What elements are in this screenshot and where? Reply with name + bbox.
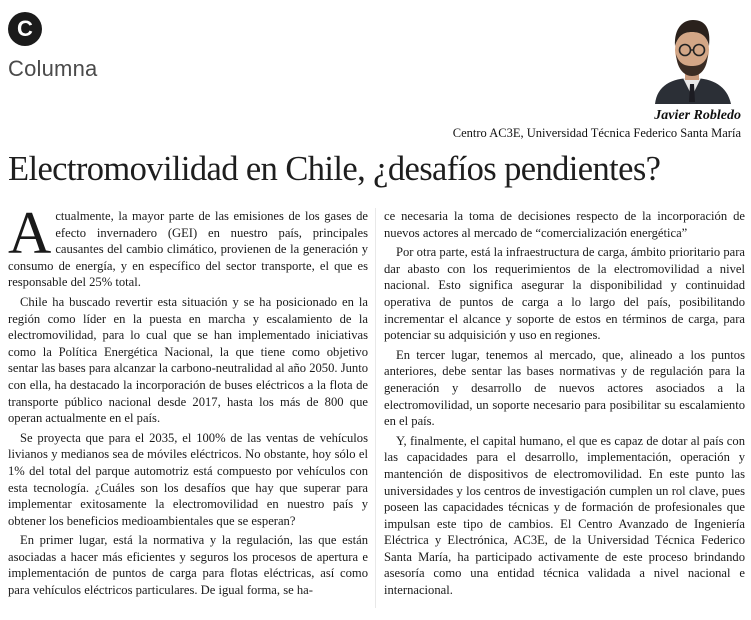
article-paragraph <box>8 200 368 291</box>
article-paragraph: Por otra parte, está la infraestructura de carga, ámbito prioritario para dar abasto con los requerimientos de la electromovilidad a nivel nacional. Esto significa asegurar la disponibilidad y continuidad operativa de puntos de carga a lo largo del país, posibilitando incrementar el alcance y soporte de estos en términos de carga, para potenciar su adquisición y uso en regiones. <box>384 245 745 343</box>
author-photo <box>647 6 737 104</box>
article-paragraph-text: ctualmente, la mayor parte de las emisiones de los gases de efecto invernadero (GEI) en nuestro país, principales causantes del cambio climático, provienen de la generación y consumo de energía, y en específico del sector transporte, el que es responsable del 25% total. <box>8 209 368 290</box>
author-name: Javier Robledo <box>654 108 741 123</box>
article-paragraph: Y, finalmente, el capital humano, el que es capaz de dotar al país con las capacidades para el desarrollo, implementación, operación y mantención de dispositivos de electromovilidad. En este punto las universidades y los centros de investigación cumplen un rol clave, pues poseen las capacidades técnicas y de formación de profesionales que impulsan este tipo de cambios. El Centro Avanzado de Ingeniería Eléctrica y Electrónica, AC3E, de la Universidad Técnica Federico Santa María, ha participado activamente de este proceso brindando asesoría como una entidad técnica validada a nivel nacional e internacional. <box>384 433 745 598</box>
article-column-left <box>8 200 368 602</box>
article-paragraph: En tercer lugar, tenemos al mercado, que, alineado a los puntos anteriores, debe sentar las bases normativas y de regulación para la generación y desarrollo de nuevos actores asociados a la electromovilidad, un soporte necesario para posibilitar su escalamiento en el país. <box>384 347 745 429</box>
article-paragraph: Se proyecta que para el 2035, el 100% de las ventas de vehículos livianos y medianos sea de móviles eléctricos. No obstante, hoy sólo el 1% del total del parque automotriz está compuesto por vehículos con esta tecnología. ¿Cuáles son los desafíos que hay que superar para implementar exitosamente la electromovilidad en nuestro país y obtener los beneficios medioambientales que se esperan? <box>8 430 368 528</box>
column-badge: C <box>8 12 42 46</box>
author-portrait-icon <box>647 6 737 104</box>
headline: Electromovilidad en Chile, ¿desafíos pendientes? <box>8 150 661 188</box>
column-divider <box>375 208 376 608</box>
article-column-right <box>384 208 745 602</box>
article-paragraph: Chile ha buscado revertir esta situación y se ha posicionado en la región como líder en la puesta en marcha y escalamiento de la electromovilidad, para lo cual que se han implementado iniciativas como la Política Energética Nacional, la que tiene como objetivo sentar las bases para alcanzar la carbono-neutralidad al año 2050. Junto con ella, ha destacado la incorporación de buses eléctricos a la flota de transporte público nacional desde 2017, hasta los más de 800 que operan actualmente en el país. <box>8 294 368 426</box>
drop-cap: A <box>8 200 52 266</box>
article-paragraph: En primer lugar, está la normativa y la regulación, las que están asociadas a hacer más eficientes y seguros los procesos de apertura e implementación de puntos de carga para flotas eléctricas, así como para vehículos eléctricos particulares. De igual forma, se ha- <box>8 533 368 598</box>
article-paragraph: ce necesaria la toma de decisiones respecto de la incorporación de nuevos actores al mercado de “comercialización energética” <box>384 209 745 240</box>
section-label: Columna <box>8 56 98 81</box>
author-affiliation: Centro AC3E, Universidad Técnica Federico Santa María <box>452 126 741 140</box>
